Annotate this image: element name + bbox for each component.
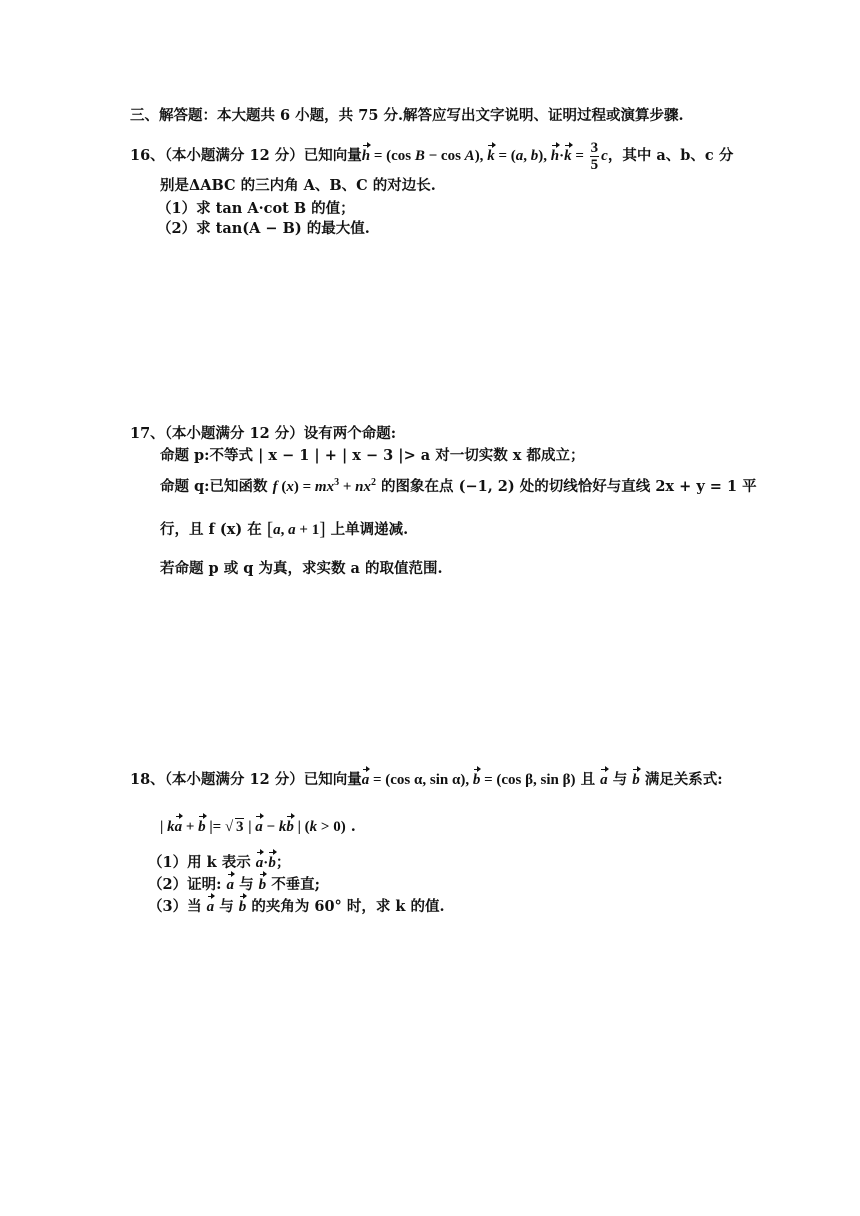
q16-line1 [130,140,733,173]
q18-equation: | ka + b |= √ 3 | a − kb | (k > 0) . [160,817,356,837]
q16-sides: a、b、c [656,146,714,164]
q16-score: （本小题满分 12 分） [164,146,304,164]
q16-intro: 已知向量 [303,146,362,164]
q16-fen: 分 [718,146,734,164]
q17-line3-a: 行，且 f (x) 在 [160,521,262,538]
section-heading: 三、解答题：本大题共 6 小题，共 75 分.解答应写出文字说明、证明过程或演算步骤. [130,107,684,124]
q17-q-intro: 命题 q:已知函数 [160,478,268,495]
q17-function-formula: f $(x) = mx^3 + nx^2$ [272,477,376,495]
q18-number: 18、 [130,771,165,788]
q17-line1 [130,424,396,444]
q17-proposition-q [160,477,757,497]
q16-part2: （2）求 tan(A − B) 的最大值. [157,220,370,237]
q18-part1: （1）用 k 表示 a·b； [148,854,291,871]
q17-line3-b: 上单调递减. [330,521,409,538]
q17-interval: [a, a + 1] [266,519,326,540]
q16-line2: 别是ΔABC 的三内角 A、B、C 的对边长. [160,177,436,194]
q18-intro: 已知向量 [303,771,362,788]
q17-line3 [160,520,408,540]
q18-score: （本小题满分 12 分） [164,771,304,788]
q16-part1: （1）求 tan A·cot B 的值； [157,200,355,217]
q17-number: 17、 [130,425,165,442]
q18-line1: 18、（本小题满分 12 分）已知向量a = (cos α, sin α), b = (cos β, sin β) 且 a 与 b 满足关系式: [130,771,723,788]
q18-part2: （2）证明: a 与 b 不垂直; [148,876,321,893]
q17-q-rest: 的图象在点 (−1, 2) 处的切线恰好与直线 2x + y = 1 平 [381,478,757,495]
q16-number: 16、 [130,146,165,164]
q18-relation: 满足关系式: [644,771,723,788]
q16-where: ，其中 [607,146,652,164]
q18-vector-formula: a = (cos α, sin α), b = (cos β, sin β) [361,772,576,788]
q17-intro: 设有两个命题: [303,425,397,442]
q17-ask: 若命题 p 或 q 为真，求实数 a 的取值范围. [160,560,443,577]
q16-vector-formula: h = (cos B − cos A), k = (a, b), h·k = $\frac{3}{5}$ c [361,140,608,173]
q17-score: （本小题满分 12 分） [164,425,304,442]
q18-part3: （3）当 a 与 b 的夹角为 60° 时，求 k 的值. [148,898,445,915]
q17-proposition-p: 命题 p:不等式 | x − 1 | + | x − 3 |> a 对一切实数 x 都成立； [160,447,585,464]
